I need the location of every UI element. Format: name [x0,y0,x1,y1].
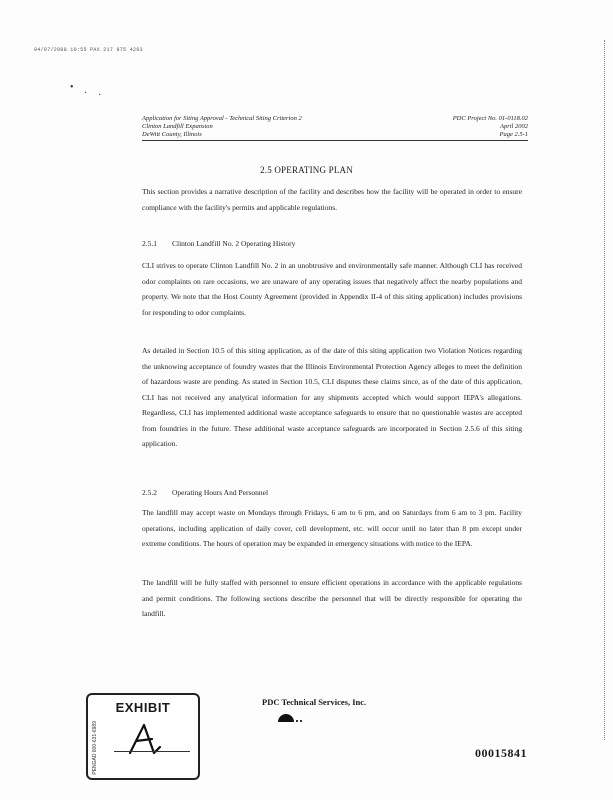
header-right-line: PDC Project No. 01-0118.02 [452,115,528,122]
paragraph-hours-1: The landfill may accept waste on Mondays through Fridays, 6 am to 6 pm, and on Saturdays from 6 am to 3 pm. Facility operations, including application of daily cover, cell development, etc. will occur until no later than 8 pm except under extreme conditions. The hours of operation may be expanded in emergency situations with notice to the IEPA. [142,508,522,548]
scan-speck: · [98,90,102,101]
subsection-title: Clinton Landfill No. 2 Operating History [172,239,296,248]
scan-speck: · [84,88,88,99]
fax-header-line: 04/07/2008 10:55 PAX 217 875 4203 [34,47,143,53]
header-left-line: Application for Siting Approval - Technical Siting Criterion 2 [142,115,302,122]
running-header-left [142,115,302,139]
footer-company-name: PDC Technical Services, Inc. [262,697,367,707]
subsection-number: 2.5.1 [142,239,157,248]
scan-edge-artifact [604,40,607,740]
section-title: 2.5 OPERATING PLAN [260,165,353,175]
scan-speck: • [70,82,74,93]
header-left-line: DeWitt County, Illinois [142,131,202,138]
subsection-number: 2.5.2 [142,488,157,497]
header-rule [142,140,528,141]
exhibit-sticker [86,693,200,780]
subsection-heading-2-5-1 [142,236,522,252]
header-left-line: Clinton Landfill Expansion [142,123,213,130]
paragraph-hours-2: The landfill will be fully staffed with personnel to ensure efficient operations in accordance with the applicable regulations and permit conditions. The following sections describe the personnel that will be directly responsible for operating the landfill. [142,578,522,618]
header-right-line: Page 2.5-1 [499,131,528,138]
exhibit-signature-line [114,751,190,752]
header-right-line: April 2002 [500,123,528,130]
bates-number: 00015841 [475,746,527,760]
company-logo-icon [276,710,304,724]
exhibit-vendor-text: PENGAD 800-631-6989 [92,721,98,775]
intro-paragraph: This section provides a narrative description of the facility and describes how the facility will be operated in order to ensure compliance with the facility's permits and applicable regulations. [142,187,522,212]
subsection-title: Operating Hours And Personnel [172,488,269,497]
exhibit-label: EXHIBIT [115,700,171,715]
subsection-heading-2-5-2 [142,485,522,501]
running-header-right [453,115,528,139]
paragraph-operating-history-1: CLI strives to operate Clinton Landfill No. 2 in an unobtrusive and environmentally safe manner. Although CLI has received odor complaints on rare occasions, we are unaware of any operating issues that negatively affect the nearby populations and property. We note that the Host County Agreement (provided in Appendix II-4 of this siting application) includes provisions for responding to odor complaints. [142,261,522,317]
paragraph-operating-history-2: As detailed in Section 10.5 of this siting application, as of the date of this siting application two Violation Notices regarding the unknowing acceptance of foundry wastes that the Illinois Environmental Protection Agency alleges to meet the definition of hazardous waste are pending. As stated in Section 10.5, CLI disputes these claims since, as of the date of this application, CLI has not received any analytical information for any shipments accepted which would support IEPA's allegations. Regardless, CLI has implemented additional waste acceptance safeguards to ensure that no questionable wastes are accepted from foundries in the future. These additional waste acceptance safeguards are incorporated in Section 2.5.6 of this siting application. [142,346,522,448]
